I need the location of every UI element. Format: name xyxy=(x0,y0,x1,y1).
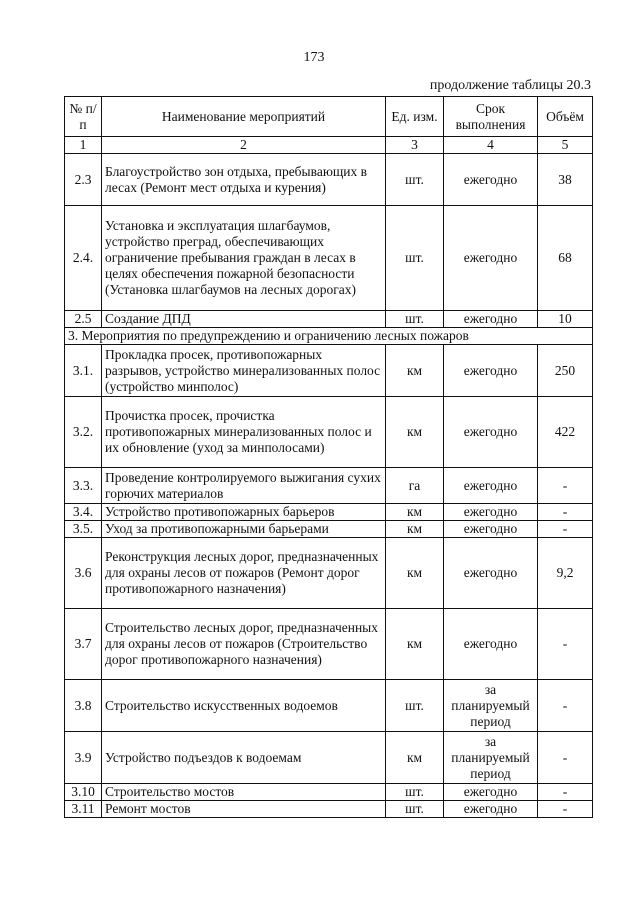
row-volume: - xyxy=(538,680,593,732)
table-row xyxy=(65,538,593,609)
row-unit: шт. xyxy=(386,154,444,206)
column-index: 5 xyxy=(538,137,593,154)
row-unit: км xyxy=(386,538,444,609)
row-term: ежегодно xyxy=(444,206,538,311)
measures-table xyxy=(64,96,593,818)
row-unit: шт. xyxy=(386,206,444,311)
row-number: 2.5 xyxy=(65,311,102,328)
section-row xyxy=(65,328,593,345)
table-row xyxy=(65,784,593,801)
row-volume: 38 xyxy=(538,154,593,206)
row-number: 3.4. xyxy=(65,504,102,521)
table-row xyxy=(65,345,593,397)
table-row xyxy=(65,609,593,680)
row-number: 3.3. xyxy=(65,468,102,504)
header-unit: Ед. изм. xyxy=(386,97,444,137)
row-term: за планируемый период xyxy=(444,732,538,784)
row-term: ежегодно xyxy=(444,521,538,538)
row-unit: шт. xyxy=(386,311,444,328)
section-body xyxy=(65,328,593,345)
row-volume: - xyxy=(538,801,593,818)
table-row xyxy=(65,154,593,206)
row-volume: - xyxy=(538,468,593,504)
table-row xyxy=(65,732,593,784)
row-measure-name: Устройство противопожарных барьеров xyxy=(102,504,386,521)
row-term: ежегодно xyxy=(444,538,538,609)
column-index: 2 xyxy=(102,137,386,154)
row-measure-name: Прокладка просек, противопожарных разрывов, устройство минерализованных полос (устройство минполос) xyxy=(102,345,386,397)
row-unit: км xyxy=(386,504,444,521)
row-volume: 422 xyxy=(538,397,593,468)
row-unit: км xyxy=(386,345,444,397)
row-term: за планируемый период xyxy=(444,680,538,732)
row-term: ежегодно xyxy=(444,154,538,206)
row-measure-name: Благоустройство зон отдыха, пребывающих в лесах (Ремонт мест отдыха и курения) xyxy=(102,154,386,206)
row-volume: - xyxy=(538,732,593,784)
row-unit: шт. xyxy=(386,784,444,801)
row-unit: км xyxy=(386,397,444,468)
row-volume: 10 xyxy=(538,311,593,328)
row-term: ежегодно xyxy=(444,504,538,521)
column-index: 1 xyxy=(65,137,102,154)
row-measure-name: Установка и эксплуатация шлагбаумов, устройство преград, обеспечивающих ограничение пребывания граждан в лесах в целях обеспечения пожарной безопасности (Установка шлагбаумов на лесных дорогах) xyxy=(102,206,386,311)
table-row xyxy=(65,680,593,732)
row-volume: - xyxy=(538,521,593,538)
row-number: 3.2. xyxy=(65,397,102,468)
row-unit: шт. xyxy=(386,680,444,732)
table-row xyxy=(65,504,593,521)
table-row xyxy=(65,206,593,311)
row-number: 3.7 xyxy=(65,609,102,680)
row-number: 3.5. xyxy=(65,521,102,538)
table-row xyxy=(65,521,593,538)
row-term: ежегодно xyxy=(444,784,538,801)
table-row xyxy=(65,801,593,818)
row-unit: шт. xyxy=(386,801,444,818)
column-index: 3 xyxy=(386,137,444,154)
row-number: 3.8 xyxy=(65,680,102,732)
table-header-row xyxy=(65,97,593,137)
table-body-before-section xyxy=(65,154,593,328)
table-body-after-section xyxy=(65,345,593,818)
table-continuation-label: продолжение таблицы 20.3 xyxy=(429,78,591,93)
row-unit: км xyxy=(386,609,444,680)
row-volume: - xyxy=(538,784,593,801)
header-volume: Объём xyxy=(538,97,593,137)
row-number: 3.9 xyxy=(65,732,102,784)
page-number: 173 xyxy=(303,50,325,65)
row-number: 3.1. xyxy=(65,345,102,397)
row-measure-name: Строительство искусственных водоемов xyxy=(102,680,386,732)
row-measure-name: Проведение контролируемого выжигания сухих горючих материалов xyxy=(102,468,386,504)
row-number: 3.10 xyxy=(65,784,102,801)
header-term: Срок выполнения xyxy=(444,97,538,137)
row-number: 2.4. xyxy=(65,206,102,311)
row-measure-name: Строительство мостов xyxy=(102,784,386,801)
table-row xyxy=(65,468,593,504)
row-term: ежегодно xyxy=(444,468,538,504)
row-term: ежегодно xyxy=(444,801,538,818)
row-term: ежегодно xyxy=(444,609,538,680)
row-volume: - xyxy=(538,504,593,521)
row-volume: 250 xyxy=(538,345,593,397)
row-unit: км xyxy=(386,732,444,784)
row-measure-name: Реконструкция лесных дорог, предназначенных для охраны лесов от пожаров (Ремонт дорог противопожарного назначения) xyxy=(102,538,386,609)
section-title: 3. Мероприятия по предупреждению и ограничению лесных пожаров xyxy=(65,328,593,345)
header-name: Наименование мероприятий xyxy=(102,97,386,137)
row-volume: 68 xyxy=(538,206,593,311)
row-measure-name: Прочистка просек, прочистка противопожарных минерализованных полос и их обновление (уход за минполосами) xyxy=(102,397,386,468)
header-num: № п/п xyxy=(65,97,102,137)
row-measure-name: Создание ДПД xyxy=(102,311,386,328)
row-volume: 9,2 xyxy=(538,538,593,609)
row-measure-name: Строительство лесных дорог, предназначенных для охраны лесов от пожаров (Строительство дорог противопожарного назначения) xyxy=(102,609,386,680)
column-index-row xyxy=(65,137,593,154)
row-measure-name: Устройство подъездов к водоемам xyxy=(102,732,386,784)
table-row xyxy=(65,397,593,468)
row-number: 3.11 xyxy=(65,801,102,818)
row-number: 2.3 xyxy=(65,154,102,206)
row-volume: - xyxy=(538,609,593,680)
table-row xyxy=(65,311,593,328)
row-term: ежегодно xyxy=(444,397,538,468)
column-index: 4 xyxy=(444,137,538,154)
row-number: 3.6 xyxy=(65,538,102,609)
row-unit: га xyxy=(386,468,444,504)
row-measure-name: Ремонт мостов xyxy=(102,801,386,818)
row-term: ежегодно xyxy=(444,311,538,328)
row-measure-name: Уход за противопожарными барьерами xyxy=(102,521,386,538)
row-unit: км xyxy=(386,521,444,538)
row-term: ежегодно xyxy=(444,345,538,397)
